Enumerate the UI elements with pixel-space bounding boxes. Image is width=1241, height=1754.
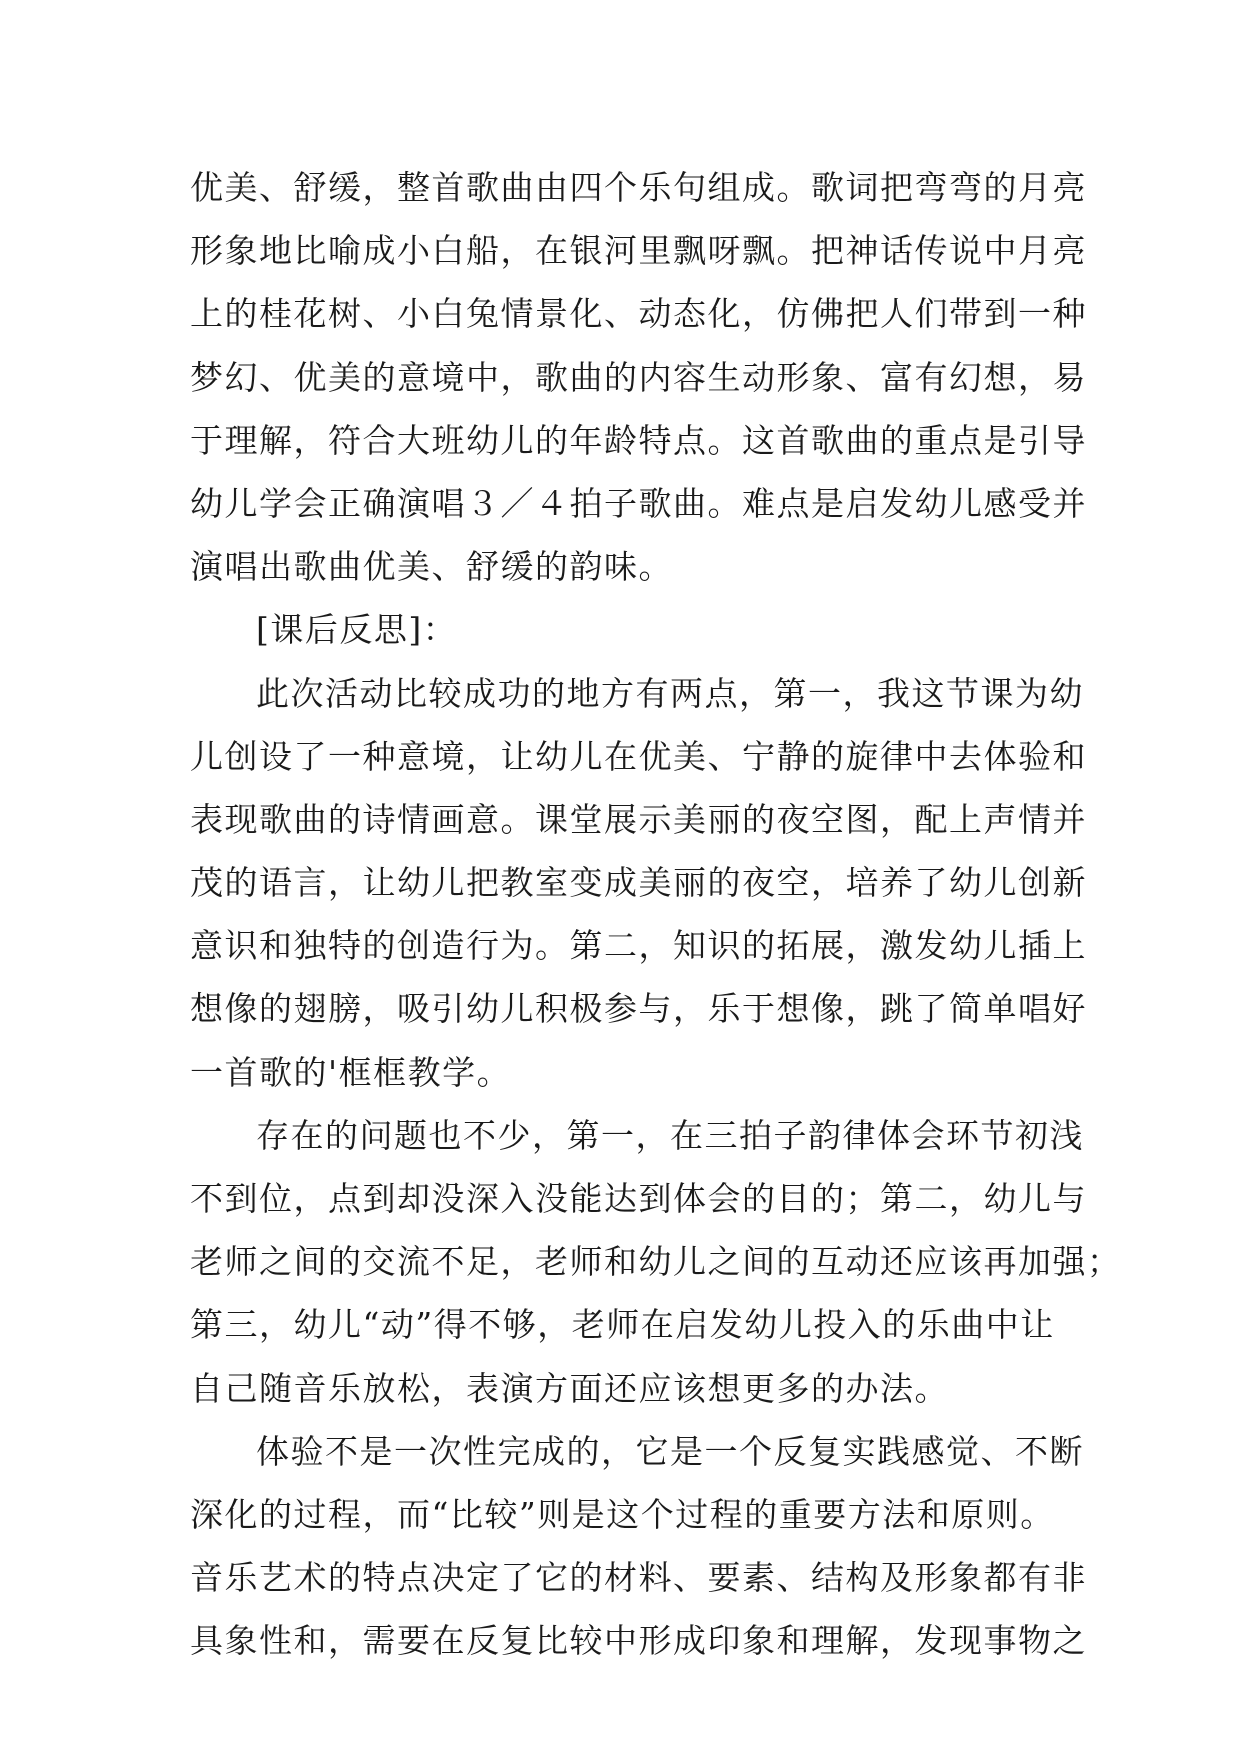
- text-line: 梦幻、优美的意境中，歌曲的内容生动形象、富有幻想，易: [190, 357, 1087, 397]
- text-line: 于理解，符合大班幼儿的年龄特点。这首歌曲的重点是引导: [190, 420, 1087, 460]
- text-line: 自己随音乐放松，表演方面还应该想更多的办法。: [190, 1368, 949, 1408]
- text-line: 上的桂花树、小白兔情景化、动态化，仿佛把人们带到一种: [190, 294, 1087, 334]
- text-line: 想像的翅膀，吸引幼儿积极参与，乐于想像，跳了简单唱好: [190, 989, 1087, 1029]
- text-line: 此次活动比较成功的地方有两点，第一，我这节课为幼: [256, 673, 1084, 713]
- text-line: 体验不是一次性完成的，它是一个反复实践感觉、不断: [256, 1431, 1084, 1471]
- text-line: 深化的过程，而“比较”则是这个过程的重要方法和原则。: [190, 1494, 1055, 1534]
- text-line: 第三，幼儿“动”得不够，老师在启发幼儿投入的乐曲中让: [190, 1305, 1055, 1345]
- text-line: 存在的问题也不少，第一，在三拍子韵律体会环节初浅: [256, 1115, 1084, 1155]
- text-line: 演唱出歌曲优美、舒缓的韵味。: [190, 547, 673, 587]
- text-line: 音乐艺术的特点决定了它的材料、要素、结构及形象都有非: [190, 1558, 1087, 1598]
- text-line: 形象地比喻成小白船，在银河里飘呀飘。把神话传说中月亮: [190, 231, 1087, 271]
- text-line: 不到位，点到却没深入没能达到体会的目的；第二，幼儿与: [190, 1179, 1087, 1218]
- text-line: 幼儿学会正确演唱３／４拍子歌曲。难点是启发幼儿感受并: [190, 483, 1087, 523]
- text-line: 老师之间的交流不足，老师和幼儿之间的互动还应该再加强；: [190, 1242, 1122, 1282]
- body-text: [190, 156, 1122, 1673]
- text-line: 意识和独特的创造行为。第二，知识的拓展，激发幼儿插上: [190, 926, 1087, 966]
- text-line: 具象性和，需要在反复比较中形成印象和理解，发现事物之: [190, 1621, 1087, 1661]
- text-line: 优美、舒缓，整首歌曲由四个乐句组成。歌词把弯弯的月亮: [190, 168, 1087, 207]
- text-line: 一首歌的'框框教学。: [190, 1052, 512, 1092]
- text-line: 儿创设了一种意境，让幼儿在优美、宁静的旋律中去体验和: [190, 736, 1087, 776]
- text-line: [课后反思]：: [256, 610, 458, 650]
- text-line: 茂的语言，让幼儿把教室变成美丽的夜空，培养了幼儿创新: [190, 863, 1087, 903]
- text-line: 表现歌曲的诗情画意。课堂展示美丽的夜空图，配上声情并: [190, 799, 1087, 839]
